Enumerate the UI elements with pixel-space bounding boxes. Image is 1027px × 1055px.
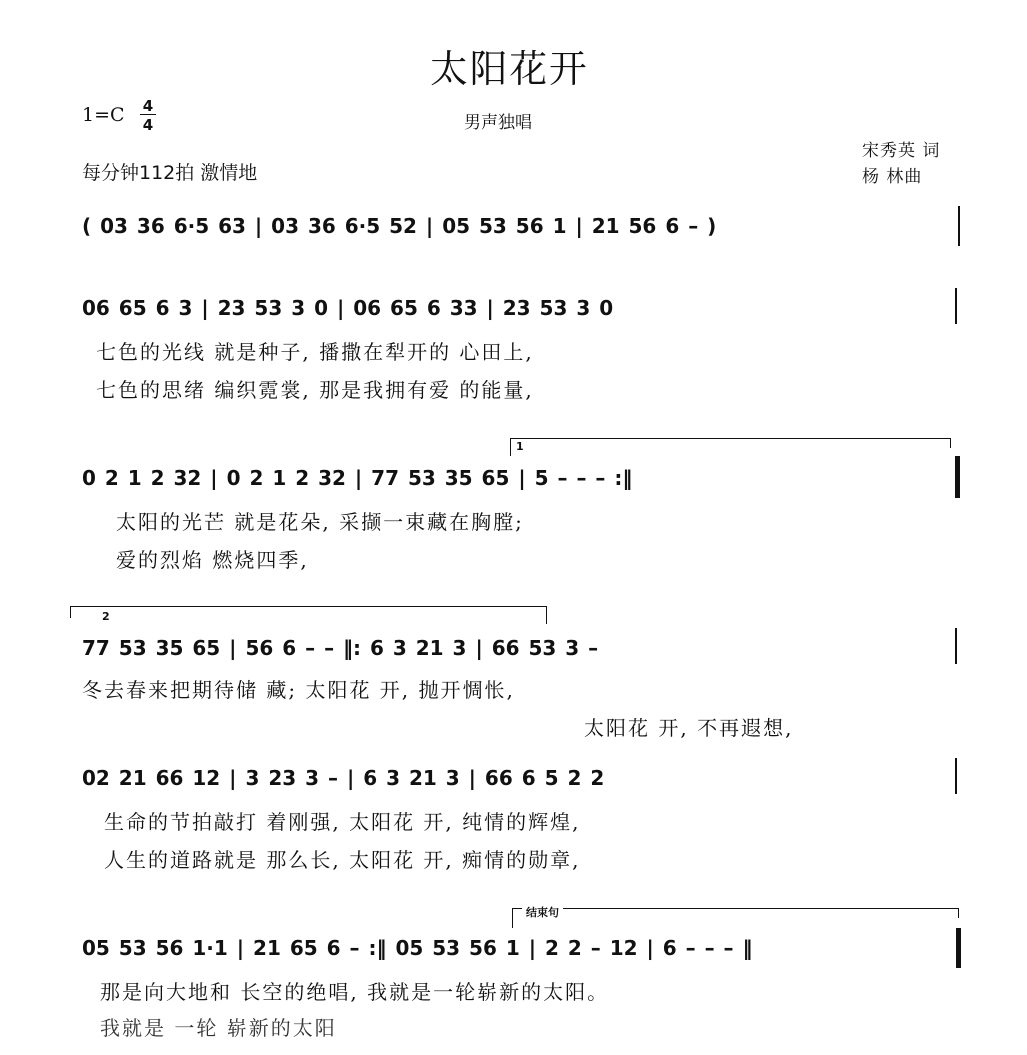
repeat-barline-row-2 — [955, 456, 960, 498]
lyrics-row-2-verse-1: 太阳的光芒 就是花朵, 采撷一束藏在胸膛; — [116, 510, 524, 534]
time-signature-bottom: 4 — [142, 116, 154, 134]
first-ending-label: 1 — [516, 440, 524, 453]
key-signature: 1=C — [82, 104, 125, 126]
second-ending-label: 2 — [102, 610, 110, 623]
barline-row-0-end — [958, 206, 960, 246]
lyrics-row-4-verse-1: 生命的节拍敲打 着刚强, 太阳花 开, 纯情的辉煌, — [104, 810, 581, 834]
voice-type: 男声独唱 — [464, 113, 532, 133]
lyricist-credit: 宋秀英 词 — [862, 141, 941, 161]
first-ending-bracket-left — [510, 438, 511, 456]
notes-row-2: 0 2 1 2 32 | 0 2 1 2 32 | 77 53 35 65 | 5 – – – :‖ — [82, 466, 633, 490]
notes-row-1: 06 65 6 3 | 23 53 3 0 | 06 65 6 33 | 23 53 3 0 — [82, 296, 614, 320]
lyrics-row-4-verse-2: 人生的道路就是 那么长, 太阳花 开, 痴情的勋章, — [104, 848, 581, 872]
second-ending-bracket-left — [70, 606, 71, 618]
first-ending-bracket-right — [950, 438, 951, 448]
lyrics-row-5-verse-1: 那是向大地和 长空的绝唱, 我就是一轮崭新的太阳。 — [100, 980, 610, 1004]
first-ending-bracket — [510, 438, 950, 439]
notes-row-5: 05 53 56 1·1 | 21 65 6 – :‖ 05 53 56 1 | 2 2 – 12 | 6 – – – ‖ — [82, 936, 753, 960]
lyrics-row-5-verse-2: 我就是 一轮 崭新的太阳 — [100, 1016, 337, 1040]
ending-bracket-right — [958, 908, 959, 918]
lyrics-row-3-verse-2: 太阳花 开, 不再遐想, — [584, 716, 794, 740]
lyrics-row-3-verse-1: 冬去春来把期待储 藏; 太阳花 开, 抛开惆怅, — [82, 678, 515, 702]
second-ending-bracket — [70, 606, 546, 607]
notes-row-0: ( 03 36 6·5 63 | 03 36 6·5 52 | 05 53 56 1 | 21 56 6 – ) — [82, 214, 717, 238]
barline-row-1-end — [955, 288, 957, 324]
ending-label: 结束句 — [522, 904, 563, 920]
ending-bracket-left — [512, 908, 513, 928]
barline-row-4-end — [955, 758, 957, 794]
notes-row-4: 02 21 66 12 | 3 23 3 – | 6 3 21 3 | 66 6 5 2 2 — [82, 766, 605, 790]
final-barline — [956, 928, 961, 968]
song-title: 太阳花开 — [430, 47, 589, 91]
lyrics-row-1-verse-2: 七色的思绪 编织霓裳, 那是我拥有爱 的能量, — [96, 378, 534, 402]
time-signature-line — [140, 114, 156, 115]
barline-row-3-end — [955, 628, 957, 664]
time-signature-top: 4 — [142, 97, 154, 115]
ending-bracket — [512, 908, 958, 909]
second-ending-bracket-right — [546, 606, 547, 624]
notes-row-3: 77 53 35 65 | 56 6 – – ‖: 6 3 21 3 | 66 53 3 – — [82, 636, 599, 660]
lyrics-row-2-verse-2: 爱的烈焰 燃烧四季, — [116, 548, 309, 572]
tempo-marking: 每分钟112拍 激情地 — [82, 162, 258, 184]
lyrics-row-1-verse-1: 七色的光线 就是种子, 播撒在犁开的 心田上, — [96, 340, 534, 364]
composer-credit: 杨 林曲 — [862, 167, 923, 187]
